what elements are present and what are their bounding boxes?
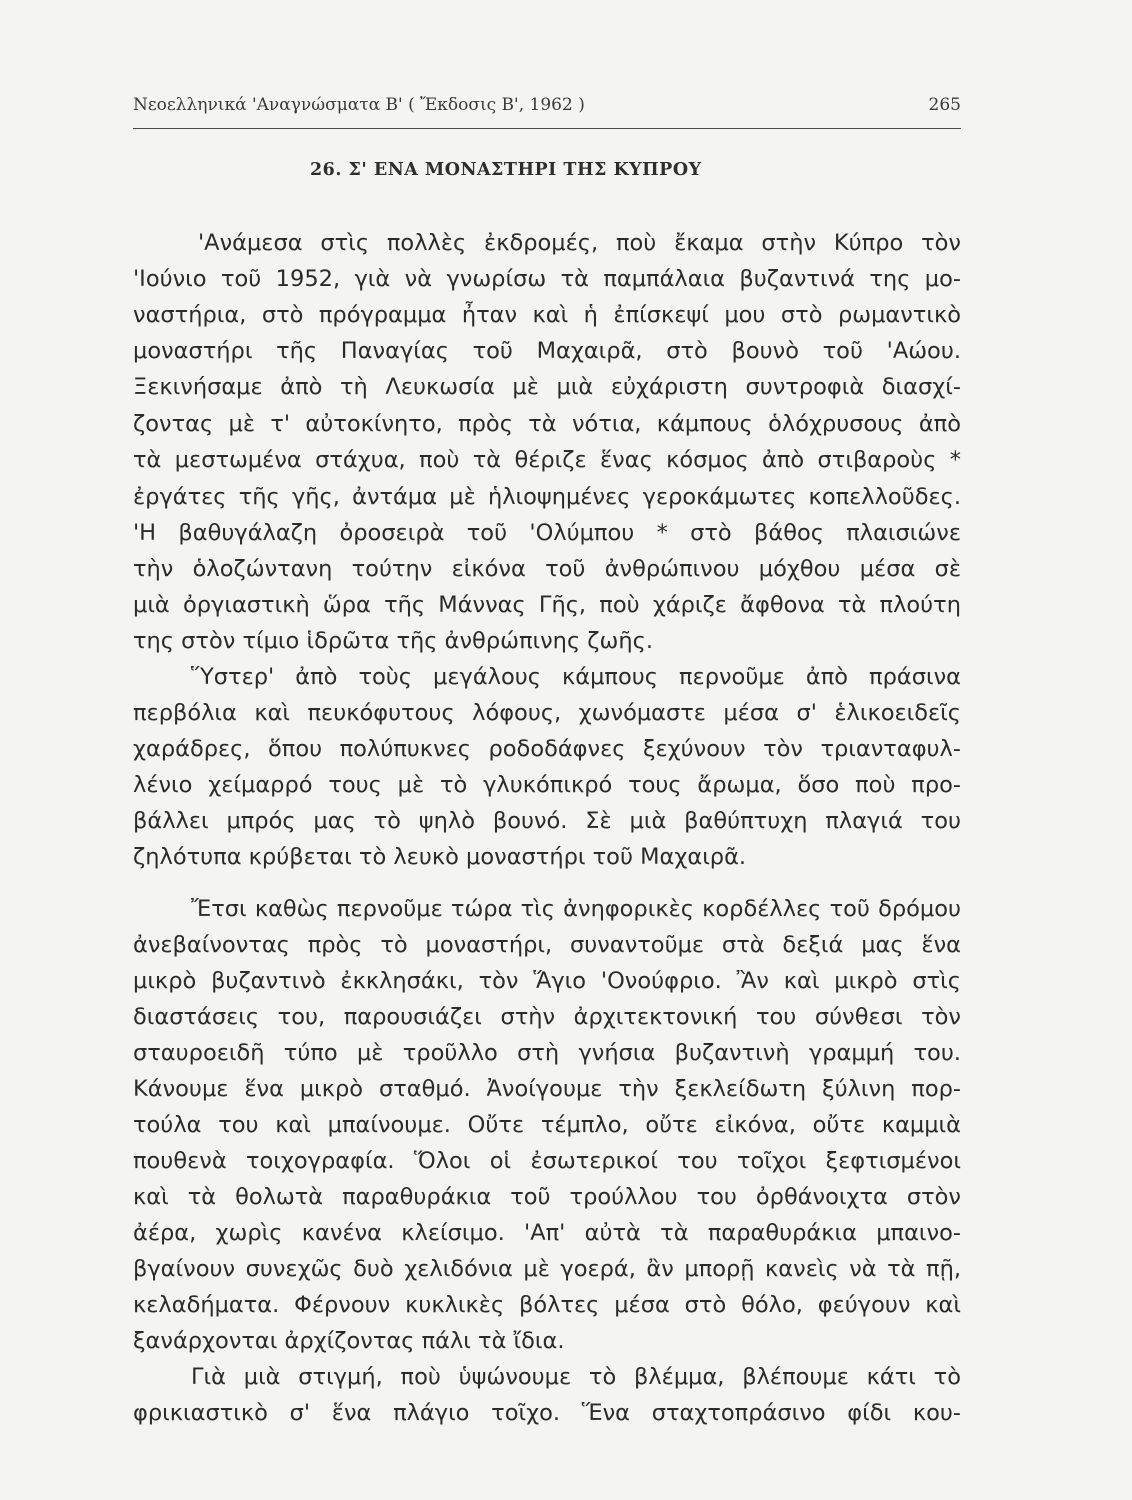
text-line: σταυροειδῆ τύπο μὲ τροῦλλο στὴ γνήσια βυζαντινὴ γραμμή του. [133,1040,961,1066]
text-line: ζοντας μὲ τ' αὐτοκίνητο, πρὸς τὰ νότια, κάμπους ὁλόχρυσους ἀπὸ [133,411,961,437]
text-line: ζηλότυπα κρύβεται τὸ λευκὸ μοναστήρι τοῦ Μαχαιρᾶ. [133,844,747,870]
header-rule [133,128,961,129]
text-line: μικρὸ βυζαντινὸ ἐκκλησάκι, τὸν Ἅγιο 'Ονούφριο. Ἂν καὶ μικρὸ στὶς [133,968,961,994]
text-line: καὶ τὰ θολωτὰ παραθυράκια τοῦ τρούλλου του ὀρθάνοιχτα στὸν [133,1184,961,1210]
text-line: ναστήρια, στὸ πρόγραμμα ἦταν καὶ ἡ ἐπίσκεψί μου στὸ ρωμαντικὸ [133,302,961,328]
text-line: μοναστήρι τῆς Παναγίας τοῦ Μαχαιρᾶ, στὸ βουνὸ τοῦ 'Αώου. [133,338,961,364]
text-line: μιὰ ὀργιαστικὴ ὥρα τῆς Μάννας Γῆς, ποὺ χάριζε ἄφθονα τὰ πλούτη [133,592,961,618]
text-line: τούλα του καὶ μπαίνουμε. Οὔτε τέμπλο, οὔτε εἰκόνα, οὔτε καμμιὰ [133,1112,961,1138]
chapter-title: 26. Σ' ΕΝΑ ΜΟΝΑΣΤΗΡΙ ΤΗΣ ΚΥΠΡΟΥ [310,160,702,180]
text-line: πουθενὰ τοιχογραφία. Ὅλοι οἱ ἐσωτερικοί του τοῖχοι ξεφτισμένοι [133,1148,961,1174]
text-line: ἐργάτες τῆς γῆς, ἀντάμα μὲ ἡλιοψημένες γεροκάμωτες κοπελλοῦδες. [133,484,961,510]
text-line: της στὸν τίμιο ἱδρῶτα τῆς ἀνθρώπινης ζωῆς. [133,628,653,654]
text-line: ξανάρχονται ἀρχίζοντας πάλι τὰ ἴδια. [133,1328,565,1354]
text-line: χαράδρες, ὅπου πολύπυκνες ροδοδάφνες ξεχύνουν τὸν τριανταφυλ- [133,736,961,762]
text-line: ἀνεβαίνοντας πρὸς τὸ μοναστήρι, συναντοῦμε στὰ δεξιά μας ἕνα [133,932,961,958]
text-line: 'Ιούνιο τοῦ 1952, γιὰ νὰ γνωρίσω τὰ παμπάλαια βυζαντινά της μο- [133,266,961,292]
text-line: 'Η βαθυγάλαζη ὀροσειρὰ τοῦ 'Ολύμπου * στὸ βάθος πλαισιώνε [133,520,961,546]
text-line: περβόλια καὶ πευκόφυτους λόφους, χωνόμαστε μέσα σ' ἑλικοειδεῖς [133,700,961,726]
text-line: Ὕστερ' ἀπὸ τοὺς μεγάλους κάμπους περνοῦμε ἀπὸ πράσινα [191,664,961,690]
header-source: Νεοελληνικά 'Αναγνώσματα Β' ( Ἔκδοσις Β', 1962 ) [133,95,585,115]
page-number: 265 [928,95,961,115]
text-line: ἀέρα, χωρὶς κανένα κλείσιμο. 'Απ' αὐτὰ τὰ παραθυράκια μπαινο- [133,1220,961,1246]
running-header [133,95,961,127]
text-line: Γιὰ μιὰ στιγμή, ποὺ ὑψώνουμε τὸ βλέμμα, βλέπουμε κάτι τὸ [191,1364,961,1390]
text-line: κελαδήματα. Φέρνουν κυκλικὲς βόλτες μέσα στὸ θόλο, φεύγουν καὶ [133,1292,961,1318]
text-line: Κάνουμε ἕνα μικρὸ σταθμό. Ἀνοίγουμε τὴν ξεκλείδωτη ξύλινη πορ- [133,1076,961,1102]
text-line: βγαίνουν συνεχῶς δυὸ χελιδόνια μὲ γοερά, ἂν μπορῇ κανεὶς νὰ τὰ πῇ, [133,1256,961,1282]
text-line: διαστάσεις του, παρουσιάζει στὴν ἀρχιτεκτονική του σύνθεσι τὸν [133,1004,961,1030]
text-line: τὰ μεστωμένα στάχυα, ποὺ τὰ θέριζε ἕνας κόσμος ἀπὸ στιβαροὺς * [133,447,961,473]
text-line: βάλλει μπρός μας τὸ ψηλὸ βουνό. Σὲ μιὰ βαθύπτυχη πλαγιά του [133,808,961,834]
text-line: Ἔτσι καθὼς περνοῦμε τώρα τὶς ἀνηφορικὲς κορδέλλες τοῦ δρόμου [191,896,961,922]
text-line: 'Ανάμεσα στὶς πολλὲς ἐκδρομές, ποὺ ἔκαμα στὴν Κύπρο τὸν [198,230,961,256]
text-line: Ξεκινήσαμε ἀπὸ τὴ Λευκωσία μὲ μιὰ εὐχάριστη συντροφιὰ διασχί- [133,374,961,400]
text-line: φρικιαστικὸ σ' ἕνα πλάγιο τοῖχο. Ἕνα σταχτοπράσινο φίδι κου- [133,1400,961,1426]
text-line: τὴν ὁλοζώντανη τούτην εἰκόνα τοῦ ἀνθρώπινου μόχθου μέσα σὲ [133,556,961,582]
text-line: λένιο χείμαρρό τους μὲ τὸ γλυκόπικρό τους ἄρωμα, ὅσο ποὺ προ- [133,772,961,798]
